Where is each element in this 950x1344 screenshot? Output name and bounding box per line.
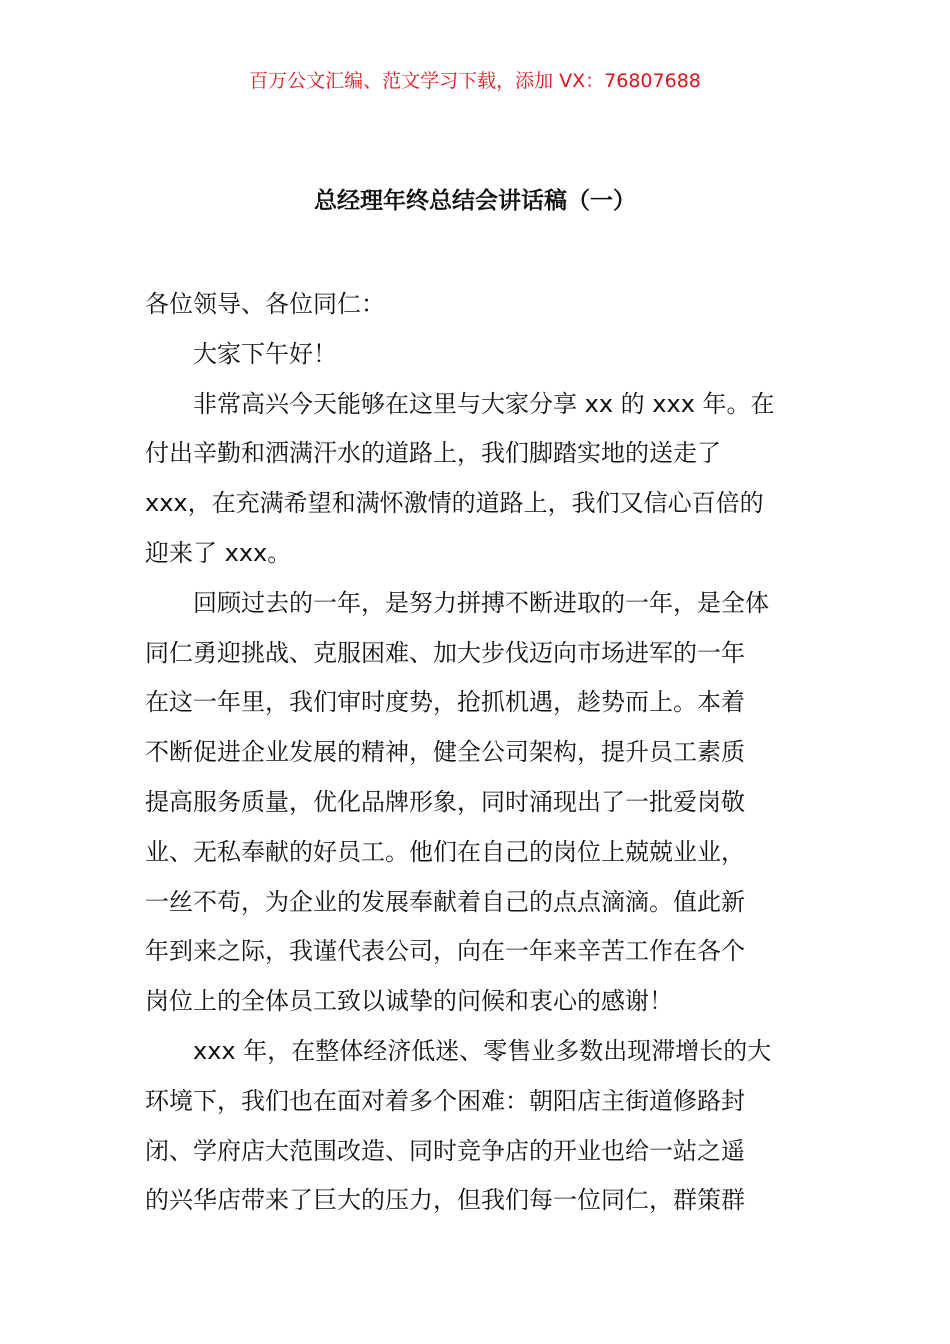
paragraph-greeting — [145, 330, 807, 380]
paragraph-intro — [145, 380, 807, 579]
paragraph-line: 一丝不苟，为企业的发展奉献着自己的点点滴滴。值此新 — [145, 887, 745, 916]
paragraph-line: 迎来了 xxx。 — [145, 538, 292, 567]
paragraph-review — [145, 579, 807, 1027]
header-watermark-text: 百万公文汇编、范文学习下载，添加 VX：76807688 — [249, 70, 701, 92]
paragraph-line: 岗位上的全体员工致以诚挚的问候和衷心的感谢！ — [145, 987, 673, 1016]
paragraph-challenges — [145, 1027, 807, 1226]
paragraph-line: 闭、学府店大范围改造、同时竞争店的开业也给一站之遥 — [145, 1136, 745, 1165]
paragraph-line: xxx，在充满希望和满怀激情的道路上，我们又信心百倍的 — [145, 489, 764, 518]
paragraph-line: 业、无私奉献的好员工。他们在自己的岗位上兢兢业业， — [145, 837, 745, 866]
paragraph-line: 环境下，我们也在面对着多个困难：朝阳店主街道修路封 — [145, 1086, 745, 1115]
salutation: 各位领导、各位同仁： — [145, 290, 385, 318]
paragraph-line: 付出辛勤和洒满汗水的道路上，我们脚踏实地的送走了 — [145, 439, 721, 468]
paragraph-line: 年到来之际，我谨代表公司，向在一年来辛苦工作在各个 — [145, 937, 745, 966]
paragraph-line: 的兴华店带来了巨大的压力，但我们每一位同仁，群策群 — [145, 1186, 745, 1215]
document-body — [145, 280, 807, 1226]
paragraph-line: 同仁勇迎挑战、克服困难、加大步伐迈向市场进军的一年 — [145, 638, 745, 667]
paragraph-line: 非常高兴今天能够在这里与大家分享 xx 的 xxx 年。在 — [193, 389, 775, 418]
paragraph-line: 在这一年里，我们审时度势，抢抓机遇，趁势而上。本着 — [145, 688, 745, 717]
paragraph-line: 不断促进企业发展的精神，健全公司架构，提升员工素质 — [145, 738, 745, 767]
paragraph-line: 提高服务质量，优化品牌形象，同时涌现出了一批爱岗敬 — [145, 787, 745, 816]
paragraph-line: 回顾过去的一年，是努力拼搏不断进取的一年，是全体 — [193, 588, 769, 617]
document-title: 总经理年终总结会讲话稿（一） — [314, 188, 636, 214]
paragraph-line: 大家下午好！ — [193, 339, 337, 368]
paragraph-line: xxx 年，在整体经济低迷、零售业多数出现滞增长的大 — [193, 1036, 772, 1065]
